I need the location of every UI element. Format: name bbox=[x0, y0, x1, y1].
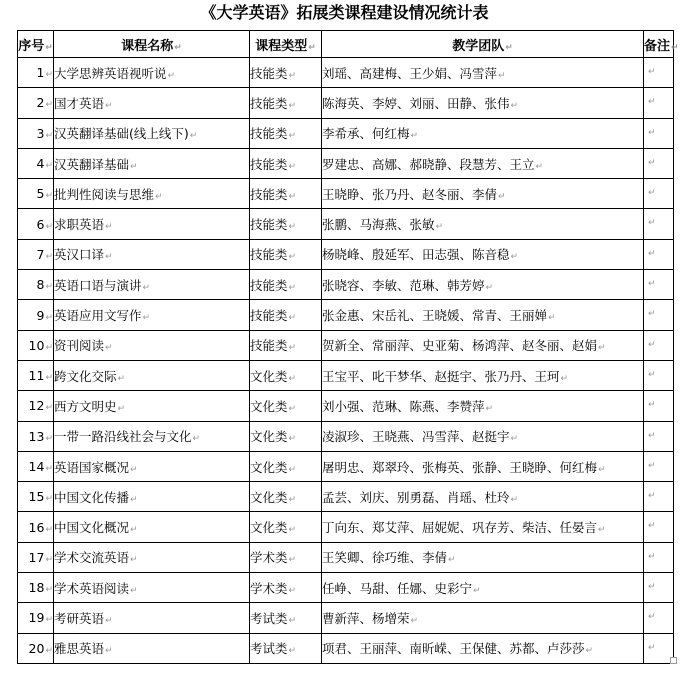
cell-num[interactable]: 17↵ bbox=[18, 542, 54, 572]
paragraph-mark-icon: ↵ bbox=[485, 403, 494, 414]
cell-course-type[interactable]: 文化类↵ bbox=[250, 482, 322, 512]
paragraph-mark-icon: ↵ bbox=[598, 525, 606, 536]
paragraph-mark-icon: ↵ bbox=[288, 403, 297, 414]
paragraph-mark-icon: ↵ bbox=[288, 222, 297, 233]
paragraph-mark-icon: ↵ bbox=[648, 279, 656, 290]
cell-num[interactable]: 13↵ bbox=[18, 421, 54, 451]
cell-note[interactable] bbox=[644, 573, 674, 603]
cell-num[interactable]: 7↵ bbox=[18, 239, 54, 269]
paragraph-mark-icon: ↵ bbox=[288, 252, 297, 263]
cell-note[interactable] bbox=[644, 148, 674, 178]
cell-note[interactable] bbox=[644, 58, 674, 88]
cell-note[interactable] bbox=[644, 330, 674, 360]
cell-num[interactable]: 10↵ bbox=[18, 330, 54, 360]
cell-course-name[interactable]: 英语国家概况↵ bbox=[54, 451, 250, 481]
cell-note[interactable] bbox=[644, 633, 674, 663]
cell-course-name[interactable]: 英语口语与演讲↵ bbox=[54, 270, 250, 300]
paragraph-mark-icon: ↵ bbox=[45, 464, 53, 474]
paragraph-mark-icon: ↵ bbox=[288, 70, 297, 81]
paragraph-mark-icon: ↵ bbox=[671, 42, 679, 53]
cell-num[interactable]: 5↵ bbox=[18, 179, 54, 209]
cell-course-name[interactable]: 雅思英语↵ bbox=[54, 633, 250, 663]
paragraph-mark-icon: ↵ bbox=[288, 373, 297, 384]
table-row bbox=[18, 209, 674, 239]
paragraph-mark-icon: ↵ bbox=[130, 555, 138, 566]
paragraph-mark-icon: ↵ bbox=[174, 42, 182, 53]
paragraph-mark-icon: ↵ bbox=[45, 312, 53, 323]
paragraph-mark-icon: ↵ bbox=[45, 130, 53, 141]
cell-course-type[interactable]: 技能类↵ bbox=[250, 209, 322, 239]
paragraph-mark-icon: ↵ bbox=[45, 221, 53, 232]
table-row bbox=[18, 58, 674, 88]
paragraph-mark-icon: ↵ bbox=[288, 343, 297, 354]
course-table bbox=[17, 30, 679, 664]
paragraph-mark-icon: ↵ bbox=[288, 615, 297, 626]
paragraph-mark-icon: ↵ bbox=[288, 646, 297, 657]
cell-num[interactable]: 16↵ bbox=[18, 512, 54, 542]
table-row bbox=[18, 451, 674, 481]
paragraph-mark-icon: ↵ bbox=[45, 70, 53, 81]
cell-teaching-team[interactable]: 贺新全、常丽萍、史亚菊、杨鸿萍、赵冬丽、赵娟↵ bbox=[322, 330, 644, 360]
document-title: 《大学英语》拓展类课程建设情况统计表 bbox=[200, 3, 489, 22]
cell-course-name[interactable]: 资刊阅读↵ bbox=[54, 330, 250, 360]
cell-teaching-team[interactable]: 罗建忠、高娜、郝晓静、段慧芳、王立↵ bbox=[322, 148, 644, 178]
paragraph-mark-icon: ↵ bbox=[105, 252, 113, 263]
paragraph-mark-icon: ↵ bbox=[117, 373, 126, 384]
cell-course-type[interactable]: 文化类↵ bbox=[250, 451, 322, 481]
paragraph-mark-icon: ↵ bbox=[648, 97, 656, 108]
paragraph-mark-icon: ↵ bbox=[105, 343, 113, 354]
paragraph-mark-icon: ↵ bbox=[308, 42, 316, 53]
cell-course-type[interactable]: 技能类↵ bbox=[250, 239, 322, 269]
paragraph-mark-icon: ↵ bbox=[648, 430, 656, 441]
cell-course-type[interactable]: 考试类↵ bbox=[250, 633, 322, 663]
table-row bbox=[18, 148, 674, 178]
cell-teaching-team[interactable]: 王笑卿、徐巧维、李倩↵ bbox=[322, 542, 644, 572]
paragraph-mark-icon: ↵ bbox=[510, 434, 519, 445]
paragraph-mark-icon: ↵ bbox=[130, 585, 138, 596]
cell-teaching-team[interactable]: 孟芸、刘庆、别勇磊、肖瑶、杜玲↵ bbox=[322, 482, 644, 512]
table-row bbox=[18, 118, 674, 148]
paragraph-mark-icon: ↵ bbox=[155, 191, 163, 202]
paragraph-mark-icon: ↵ bbox=[142, 282, 151, 293]
paragraph-mark-icon: ↵ bbox=[510, 100, 519, 111]
paragraph-mark-icon: ↵ bbox=[45, 251, 53, 262]
cell-course-type[interactable]: 文化类↵ bbox=[250, 360, 322, 390]
cell-course-name[interactable]: 求职英语↵ bbox=[54, 209, 250, 239]
cell-teaching-team[interactable]: 项君、王丽萍、南昕嵘、王保健、苏都、卢莎莎↵ bbox=[322, 633, 644, 663]
paragraph-mark-icon: ↵ bbox=[105, 615, 113, 626]
paragraph-mark-icon: ↵ bbox=[45, 585, 53, 596]
paragraph-mark-icon: ↵ bbox=[648, 127, 656, 138]
paragraph-mark-icon: ↵ bbox=[648, 582, 656, 593]
paragraph-mark-icon: ↵ bbox=[435, 222, 444, 233]
paragraph-mark-icon: ↵ bbox=[130, 464, 138, 475]
header-teaching-team: 教学团队↵ bbox=[322, 31, 644, 58]
table-row bbox=[18, 391, 674, 421]
cell-course-type[interactable]: 技能类↵ bbox=[250, 179, 322, 209]
paragraph-mark-icon: ↵ bbox=[288, 161, 297, 172]
paragraph-mark-icon: ↵ bbox=[648, 188, 656, 199]
cell-teaching-team[interactable]: 任峥、马甜、任娜、史彩宁↵ bbox=[322, 573, 644, 603]
cell-course-type[interactable]: 学术类↵ bbox=[250, 542, 322, 572]
paragraph-mark-icon: ↵ bbox=[45, 42, 53, 53]
header-note: 备注↵ bbox=[644, 31, 674, 58]
table-row bbox=[18, 239, 674, 269]
paragraph-mark-icon: ↵ bbox=[288, 191, 297, 202]
cell-num[interactable]: 19↵ bbox=[18, 603, 54, 633]
cell-teaching-team[interactable]: 张金惠、宋岳礼、王晓媛、常青、王丽婵↵ bbox=[322, 300, 644, 330]
paragraph-mark-icon: ↵ bbox=[648, 157, 656, 168]
paragraph-mark-icon: ↵ bbox=[45, 161, 53, 172]
paragraph-mark-icon: ↵ bbox=[45, 645, 53, 656]
paragraph-mark-icon: ↵ bbox=[45, 373, 53, 384]
paragraph-mark-icon: ↵ bbox=[45, 524, 53, 535]
paragraph-mark-icon: ↵ bbox=[498, 70, 506, 81]
paragraph-mark-icon: ↵ bbox=[142, 313, 151, 324]
cell-note[interactable] bbox=[644, 209, 674, 239]
paragraph-mark-icon: ↵ bbox=[288, 131, 297, 142]
cell-num[interactable]: 9↵ bbox=[18, 300, 54, 330]
paragraph-mark-icon: ↵ bbox=[648, 67, 656, 77]
cell-course-type[interactable]: 学术类↵ bbox=[250, 573, 322, 603]
cell-course-type[interactable]: 技能类↵ bbox=[250, 58, 322, 88]
paragraph-mark-icon: ↵ bbox=[648, 521, 656, 532]
cell-course-type[interactable]: 文化类↵ bbox=[250, 391, 322, 421]
paragraph-mark-icon: ↵ bbox=[288, 555, 297, 566]
paragraph-mark-icon: ↵ bbox=[117, 403, 126, 414]
table-body bbox=[18, 58, 674, 664]
header-course-type: 课程类型↵ bbox=[250, 31, 322, 58]
table-row bbox=[18, 179, 674, 209]
table-row bbox=[18, 360, 674, 390]
table-row bbox=[18, 512, 674, 542]
cell-note[interactable] bbox=[644, 482, 674, 512]
cell-note[interactable] bbox=[644, 542, 674, 572]
paragraph-mark-icon: ↵ bbox=[585, 646, 594, 657]
paragraph-mark-icon: ↵ bbox=[105, 222, 113, 233]
cell-course-name[interactable]: 英语应用文写作↵ bbox=[54, 300, 250, 330]
cell-course-name[interactable]: 批判性阅读与思维↵ bbox=[54, 179, 250, 209]
paragraph-mark-icon: ↵ bbox=[548, 313, 556, 324]
cell-note[interactable] bbox=[644, 179, 674, 209]
paragraph-mark-icon: ↵ bbox=[45, 403, 53, 414]
cell-note[interactable] bbox=[644, 451, 674, 481]
cell-course-name[interactable]: 学术英语阅读↵ bbox=[54, 573, 250, 603]
table-row bbox=[18, 330, 674, 360]
cell-teaching-team[interactable]: 丁向东、郑艾萍、屈妮妮、巩存芳、柴洁、任晏言↵ bbox=[322, 512, 644, 542]
table-row bbox=[18, 542, 674, 572]
paragraph-mark-icon: ↵ bbox=[648, 642, 656, 653]
paragraph-mark-icon: ↵ bbox=[510, 252, 519, 263]
cell-note[interactable] bbox=[644, 391, 674, 421]
cell-teaching-team[interactable]: 王宝平、叱干梦华、赵挺宇、张乃丹、王珂↵ bbox=[322, 360, 644, 390]
cell-teaching-team[interactable]: 刘小强、范琳、陈燕、李赞萍↵ bbox=[322, 391, 644, 421]
paragraph-mark-icon: ↵ bbox=[105, 646, 113, 657]
cell-course-name[interactable]: 大学思辨英语视听说↵ bbox=[54, 58, 250, 88]
table-row bbox=[18, 421, 674, 451]
cell-num[interactable]: 14↵ bbox=[18, 451, 54, 481]
paragraph-mark-icon: ↵ bbox=[535, 161, 544, 172]
paragraph-mark-icon: ↵ bbox=[167, 70, 176, 81]
cell-teaching-team[interactable]: 陈海英、李婷、刘丽、田静、张伟↵ bbox=[322, 88, 644, 118]
cell-note[interactable] bbox=[644, 88, 674, 118]
paragraph-mark-icon: ↵ bbox=[648, 218, 656, 229]
cell-course-type[interactable]: 文化类↵ bbox=[250, 512, 322, 542]
cell-course-name[interactable]: 汉英翻译基础↵ bbox=[54, 148, 250, 178]
paragraph-mark-icon: ↵ bbox=[598, 343, 606, 354]
table-row bbox=[18, 300, 674, 330]
paragraph-mark-icon: ↵ bbox=[45, 433, 53, 444]
paragraph-mark-icon: ↵ bbox=[410, 131, 419, 142]
cell-course-type[interactable]: 文化类↵ bbox=[250, 421, 322, 451]
paragraph-mark-icon: ↵ bbox=[45, 282, 53, 293]
paragraph-mark-icon: ↵ bbox=[648, 369, 656, 380]
cell-course-type[interactable]: 考试类↵ bbox=[250, 603, 322, 633]
table-header-row bbox=[18, 31, 674, 58]
paragraph-mark-icon: ↵ bbox=[473, 585, 481, 596]
paragraph-mark-icon: ↵ bbox=[288, 100, 297, 111]
paragraph-mark-icon: ↵ bbox=[648, 460, 656, 471]
paragraph-mark-icon: ↵ bbox=[45, 191, 53, 202]
cell-course-type[interactable]: 技能类↵ bbox=[250, 118, 322, 148]
cell-num[interactable]: 3↵ bbox=[18, 118, 54, 148]
paragraph-mark-icon: ↵ bbox=[288, 525, 297, 536]
table-resize-handle[interactable] bbox=[670, 657, 677, 664]
cell-teaching-team[interactable]: 刘瑶、高建梅、王少娟、冯雪萍↵ bbox=[322, 58, 644, 88]
cell-teaching-team[interactable]: 屠明忠、郑翠玲、张梅英、张静、王晓睁、何红梅↵ bbox=[322, 451, 644, 481]
table-row bbox=[18, 573, 674, 603]
cell-note[interactable] bbox=[644, 512, 674, 542]
cell-num[interactable]: 12↵ bbox=[18, 391, 54, 421]
cell-num[interactable]: 4↵ bbox=[18, 148, 54, 178]
paragraph-mark-icon: ↵ bbox=[448, 555, 456, 566]
paragraph-mark-icon: ↵ bbox=[45, 100, 53, 111]
header-num: 序号↵ bbox=[18, 31, 54, 58]
paragraph-mark-icon: ↵ bbox=[288, 585, 297, 596]
cell-teaching-team[interactable]: 李希承、何红梅↵ bbox=[322, 118, 644, 148]
cell-note[interactable] bbox=[644, 300, 674, 330]
cell-num[interactable]: 8↵ bbox=[18, 270, 54, 300]
cell-course-type[interactable]: 技能类↵ bbox=[250, 270, 322, 300]
cell-course-name[interactable]: 跨文化交际↵ bbox=[54, 360, 250, 390]
cell-course-name[interactable]: 中国文化传播↵ bbox=[54, 482, 250, 512]
paragraph-mark-icon: ↵ bbox=[510, 494, 519, 505]
cell-teaching-team[interactable]: 曹新萍、杨增荣↵ bbox=[322, 603, 644, 633]
paragraph-mark-icon: ↵ bbox=[598, 464, 606, 475]
table-row bbox=[18, 88, 674, 118]
header-course-name: 课程名称↵ bbox=[54, 31, 250, 58]
cell-course-name[interactable]: 西方文明史↵ bbox=[54, 391, 250, 421]
cell-note[interactable] bbox=[644, 360, 674, 390]
cell-course-name[interactable]: 汉英翻译基础(线上线下)↵ bbox=[54, 118, 250, 148]
cell-note[interactable] bbox=[644, 239, 674, 269]
paragraph-mark-icon: ↵ bbox=[105, 100, 113, 111]
cell-course-type[interactable]: 技能类↵ bbox=[250, 88, 322, 118]
paragraph-mark-icon: ↵ bbox=[130, 161, 138, 172]
paragraph-mark-icon: ↵ bbox=[648, 551, 656, 562]
cell-num[interactable]: 15↵ bbox=[18, 482, 54, 512]
paragraph-mark-icon: ↵ bbox=[130, 494, 138, 505]
paragraph-mark-icon: ↵ bbox=[288, 282, 297, 293]
cell-course-name[interactable]: 学术交流英语↵ bbox=[54, 542, 250, 572]
cell-teaching-team[interactable]: 凌淑珍、王晓燕、冯雪萍、赵挺宇↵ bbox=[322, 421, 644, 451]
cell-course-name[interactable]: 英汉口译↵ bbox=[54, 239, 250, 269]
paragraph-mark-icon: ↵ bbox=[498, 191, 506, 202]
paragraph-mark-icon: ↵ bbox=[648, 309, 656, 320]
cell-note[interactable] bbox=[644, 421, 674, 451]
cell-course-type[interactable]: 技能类↵ bbox=[250, 300, 322, 330]
paragraph-mark-icon: ↵ bbox=[560, 373, 569, 384]
cell-num[interactable]: 1↵ bbox=[18, 58, 54, 88]
paragraph-mark-icon: ↵ bbox=[45, 554, 53, 565]
paragraph-mark-icon: ↵ bbox=[192, 434, 201, 445]
paragraph-mark-icon: ↵ bbox=[288, 494, 297, 505]
paragraph-mark-icon: ↵ bbox=[648, 339, 656, 350]
paragraph-mark-icon: ↵ bbox=[288, 434, 297, 445]
paragraph-mark-icon: ↵ bbox=[485, 282, 494, 293]
paragraph-mark-icon: ↵ bbox=[648, 491, 656, 502]
cell-num[interactable]: 11↵ bbox=[18, 360, 54, 390]
cell-teaching-team[interactable]: 王晓睁、张乃丹、赵冬丽、李倩↵ bbox=[322, 179, 644, 209]
cell-course-name[interactable]: 国才英语↵ bbox=[54, 88, 250, 118]
cell-num[interactable]: 20↵ bbox=[18, 633, 54, 663]
cell-num[interactable]: 18↵ bbox=[18, 573, 54, 603]
cell-teaching-team[interactable]: 杨晓峰、殷延军、田志强、陈音稳↵ bbox=[322, 239, 644, 269]
paragraph-mark-icon: ↵ bbox=[410, 615, 419, 626]
cell-course-type[interactable]: 技能类↵ bbox=[250, 148, 322, 178]
paragraph-mark-icon: ↵ bbox=[505, 42, 513, 53]
paragraph-mark-icon: ↵ bbox=[130, 525, 138, 536]
table-row bbox=[18, 633, 674, 663]
paragraph-mark-icon: ↵ bbox=[648, 612, 656, 623]
cell-num[interactable]: 2↵ bbox=[18, 88, 54, 118]
cell-teaching-team[interactable]: 张晓容、李敏、范琳、韩芳婷↵ bbox=[322, 270, 644, 300]
table-row bbox=[18, 270, 674, 300]
paragraph-mark-icon: ↵ bbox=[288, 464, 297, 475]
paragraph-mark-icon: ↵ bbox=[45, 494, 53, 505]
paragraph-mark-icon: ↵ bbox=[45, 342, 53, 353]
cell-course-type[interactable]: 技能类↵ bbox=[250, 330, 322, 360]
cell-course-name[interactable]: 一带一路沿线社会与文化↵ bbox=[54, 421, 250, 451]
paragraph-mark-icon: ↵ bbox=[648, 248, 656, 259]
paragraph-mark-icon: ↵ bbox=[189, 131, 198, 142]
cell-note[interactable] bbox=[644, 118, 674, 148]
cell-course-name[interactable]: 中国文化概况↵ bbox=[54, 512, 250, 542]
table-row bbox=[18, 603, 674, 633]
paragraph-mark-icon: ↵ bbox=[45, 615, 53, 626]
table-row bbox=[18, 482, 674, 512]
cell-course-name[interactable]: 考研英语↵ bbox=[54, 603, 250, 633]
cell-num[interactable]: 6↵ bbox=[18, 209, 54, 239]
cell-teaching-team[interactable]: 张鹏、马海燕、张敏↵ bbox=[322, 209, 644, 239]
paragraph-mark-icon: ↵ bbox=[648, 400, 656, 411]
cell-note[interactable] bbox=[644, 270, 674, 300]
paragraph-mark-icon: ↵ bbox=[288, 313, 297, 324]
cell-note[interactable] bbox=[644, 603, 674, 633]
